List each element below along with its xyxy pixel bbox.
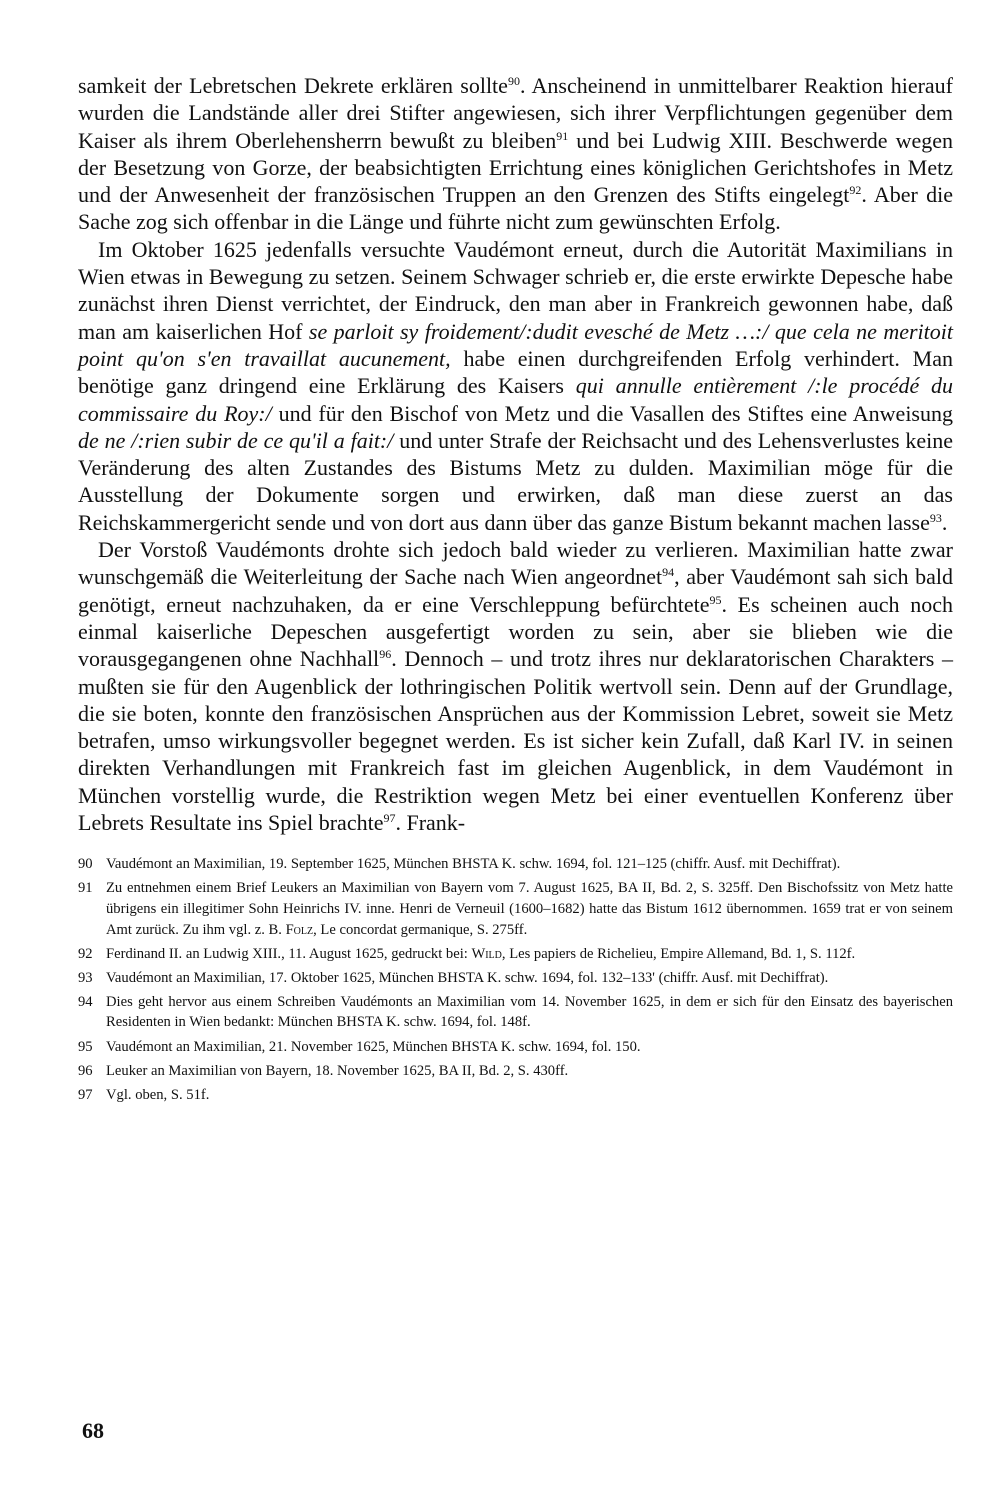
footnote-reference: 95 (709, 592, 722, 607)
paragraph (78, 536, 953, 836)
footnote-number: 92 (78, 945, 93, 962)
text-run: und unter Strafe der Reichsacht und des Lehensverlustes keine Veränderung des alten Zustandes des Bistums Metz zu dulden. Maximilian möge für die Ausstellung der Dokumente sorgen und erwirken, daß man diese zuerst an das Reichskammergericht sende und von dort aus dann über das ganze Bistum bekannt machen lasse (78, 427, 954, 535)
page-number: 68 (82, 1418, 104, 1443)
paragraph (78, 236, 953, 536)
footnote-number: 97 (78, 1086, 93, 1103)
footnote-number: 93 (78, 969, 93, 986)
footnote-number: 91 (78, 880, 93, 897)
footnote-number: 94 (78, 993, 93, 1010)
text-run: . Aber die Sache zog sich offenbar in die Länge und führte nicht zum gewünschten Erfolg. (78, 182, 953, 235)
text-run: Dies geht hervor aus einem Schreiben Vaudémonts an Maximilian vom 14. November 1625, in dem er sich für den Einsatz des bayerischen Residenten in Wien bedankt: München BHSTA K. schw. 1694, fol. 148f. (106, 993, 953, 1031)
footnote-text (106, 1085, 953, 1106)
text-run: samkeit der Lebretschen Dekrete erklären sollte (78, 73, 508, 98)
italic-quote: qui annulle entièrement /:le procédé du commissaire du Roy:/ (78, 373, 953, 426)
text-run: . Frank- (395, 810, 466, 836)
text-run: Im Oktober 1625 jedenfalls versuchte Vaudémont erneut, durch die Autorität Maximilians in Wien etwas in Bewegung zu setzen. Seinem Schwager schrieb er, die erste erwirkte Depesche habe zunächst ihren Dienst verrichtet, der Eindruck, den man aber in Frankreich gewonnen habe, daß man am kaiserlichen Hof (78, 236, 953, 344)
footnote (78, 878, 953, 940)
footnotes (78, 854, 953, 1105)
footnote (78, 1085, 953, 1106)
italic-quote: se parloit sy froidement/:dudit evesché de Metz …:/ que cela ne meritoit point qu'on s'en travaillat aucunement, (78, 318, 953, 371)
footnote-reference: 90 (507, 74, 520, 88)
footnote-reference: 92 (849, 183, 862, 198)
footnote-number: 96 (78, 1062, 93, 1079)
footnote-text (106, 1061, 953, 1082)
footnote (78, 1037, 953, 1058)
text-run: und bei Ludwig XIII. Beschwerde wegen der Besetzung von Gorze, der beabsichtigten Errichtung eines königlichen Gerichtshofes in Metz und der Anwesenheit der französischen Truppen an den Grenzen des Stifts eingelegt (78, 127, 953, 208)
text-run: Vgl. oben, S. 51f. (106, 1086, 210, 1103)
footnote-reference: 97 (383, 811, 396, 826)
footnote (78, 944, 953, 965)
footnote-text (106, 878, 953, 940)
author-name: Wild (471, 945, 502, 962)
footnote-reference: 94 (662, 565, 675, 580)
text-run: . Es scheinen auch noch einmal kaiserliche Depeschen ausgefertigt worden zu sein, aber sie blieben wie die vorausgegangenen ohne Nachhall (78, 591, 953, 672)
text-run: habe einen durchgreifenden Erfolg verhindert. Man benötige ganz dringend eine Erklärung des Kaisers (78, 345, 953, 399)
footnote-reference: 91 (556, 128, 569, 143)
italic-quote: de ne /:rien subir de ce qu'il a fait:/ (78, 427, 394, 453)
footnote-reference: 96 (379, 647, 392, 662)
footnote (78, 992, 953, 1033)
text-run: , Le concordat germanique, S. 275ff. (313, 921, 528, 938)
body-text (78, 72, 953, 836)
footnote-number: 90 (78, 856, 93, 873)
text-run: Zu entnehmen einem Brief Leukers an Maximilian von Bayern vom 7. August 1625, BA II, Bd. 2, S. 325ff. Den Bischofssitz von Metz hatte übrigens ein illegitimer Sohn Heinrichs IV. inne. Henri de Verneuil (1600–1682) hatte das Bistum 1612 übernommen. 1659 trat er von seinem Amt zurück. Zu ihm vgl. z. B. (106, 880, 953, 938)
text-run: Der Vorstoß Vaudémonts drohte sich jedoch bald wieder zu verlieren. Maximilian hatte zwar wunschgemäß die Weiterleitung der Sache nach Wien angeordnet (78, 537, 953, 590)
page (78, 72, 953, 1109)
footnote-reference: 93 (929, 510, 942, 525)
text-run: Ferdinand II. an Ludwig XIII., 11. August 1625, gedruckt bei: (106, 945, 472, 962)
text-run: Vaudémont an Maximilian, 21. November 1625, München BHSTA K. schw. 1694, fol. 150. (106, 1038, 641, 1055)
footnote-number: 95 (78, 1038, 93, 1055)
footnote-text (106, 944, 953, 965)
footnote-text (106, 992, 953, 1033)
text-run: Leuker an Maximilian von Bayern, 18. November 1625, BA II, Bd. 2, S. 430ff. (106, 1062, 569, 1079)
text-run: . Dennoch – und trotz ihres nur deklaratorischen Charakters – mußten sie für den Augenblick der lothringischen Politik wertvoll sein. Denn auf der Grundlage, die sie boten, konnte den französischen Ansprüchen aus der Kommission Lebret, soweit sie Metz betrafen, umso wirkungsvoller begegnet werden. Es ist sicher kein Zufall, daß Karl IV. in seinen direkten Verhandlungen mit Frankreich fast im gleichen Augenblick, in dem Vaudémont in München vorstellig wurde, die Restriktion wegen Metz bei einer eventuellen Konferenz über Lebrets Resultate ins Spiel brachte (78, 646, 953, 836)
footnote-text (106, 968, 953, 989)
author-name: Folz (285, 921, 314, 938)
footnote (78, 968, 953, 989)
footnote-text (106, 1037, 953, 1058)
text-run: , Les papiers de Richelieu, Empire Allemand, Bd. 1, S. 112f. (501, 945, 856, 962)
text-run: . (941, 509, 948, 535)
footnote-text (106, 854, 953, 875)
footnote (78, 854, 953, 875)
text-run: und für den Bischof von Metz und die Vasallen des Stiftes eine Anweisung (271, 400, 953, 426)
paragraph (78, 72, 953, 236)
text-run: Vaudémont an Maximilian, 19. September 1625, München BHSTA K. schw. 1694, fol. 121–125 (chiffr. Ausf. mit Dechiffrat). (106, 856, 841, 873)
text-run: , aber Vaudémont sah sich bald genötigt, erneut nachzuhaken, da er eine Verschleppung befürchtete (78, 564, 954, 617)
text-run: . Anscheinend in unmittelbarer Reaktion hierauf wurden die Landstände aller drei Stifter angewiesen, sich ihrer Verpflichtungen gegenüber dem Kaiser als ihrem Oberlehensherrn bewußt zu bleiben (78, 73, 953, 153)
text-run: Vaudémont an Maximilian, 17. Oktober 1625, München BHSTA K. schw. 1694, fol. 132–133' (chiffr. Ausf. mit Dechiffrat). (106, 969, 829, 986)
footnote (78, 1061, 953, 1082)
